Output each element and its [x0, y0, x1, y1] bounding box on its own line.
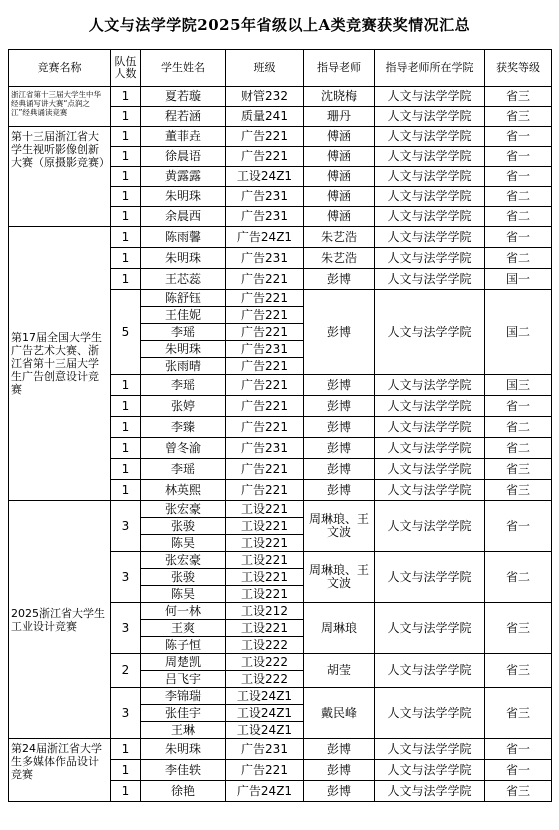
advisor: 彭博: [304, 739, 375, 760]
advisor: 彭博: [304, 480, 375, 501]
student-name-line: 周楚凯: [164, 655, 201, 669]
student-name: [141, 603, 226, 654]
award-level: 省一: [485, 127, 552, 147]
team-size: 5: [111, 290, 141, 375]
header-cell: 指导老师所在学院: [375, 50, 485, 87]
advisor: 胡莹: [304, 654, 375, 688]
team-size: 1: [111, 417, 141, 438]
advisor-college: 人文与法学学院: [375, 781, 485, 802]
class-name: 工设24Z1: [226, 167, 304, 187]
advisor-college: 人文与法学学院: [375, 127, 485, 147]
team-size: 1: [111, 375, 141, 396]
award-level: 省二: [485, 187, 552, 207]
class-name-line: 工设222: [241, 655, 288, 669]
advisor-college: 人文与法学学院: [375, 603, 485, 654]
advisor-college: 人文与法学学院: [375, 147, 485, 167]
class-name-line: 工设221: [226, 585, 303, 602]
student-name: 余晨西: [141, 207, 226, 227]
team-size: 1: [111, 147, 141, 167]
student-name: 李瑶: [141, 459, 226, 480]
competition-name: 2025浙江省大学生工业设计竞赛: [9, 501, 111, 739]
team-size: 1: [111, 480, 141, 501]
class-name-line: 工设222: [226, 670, 303, 687]
advisor: 傅涵: [304, 207, 375, 227]
student-name-line: 何一林: [164, 604, 201, 618]
class-name: 广告221: [226, 127, 304, 147]
advisor-college: 人文与法学学院: [375, 438, 485, 459]
team-size: 3: [111, 552, 141, 603]
student-name-line: 张宏豪: [164, 553, 201, 567]
student-name: 曾冬渝: [141, 438, 226, 459]
award-level: 国二: [485, 290, 552, 375]
award-level: 省一: [485, 227, 552, 248]
class-name: [226, 688, 304, 739]
award-level: 省三: [485, 688, 552, 739]
award-level: 省一: [485, 739, 552, 760]
team-size: 3: [111, 501, 141, 552]
advisor: 彭博: [304, 417, 375, 438]
team-size: 1: [111, 127, 141, 147]
team-size: 1: [111, 187, 141, 207]
header-cell: 指导老师: [304, 50, 375, 87]
advisor: 彭博: [304, 375, 375, 396]
team-size: 1: [111, 167, 141, 187]
student-name-line: 陈昊: [141, 534, 225, 551]
student-name: 徐艳: [141, 781, 226, 802]
class-name: 广告221: [226, 417, 304, 438]
student-name: 王芯蕊: [141, 269, 226, 290]
award-level: 省二: [485, 417, 552, 438]
student-name-line: 张佳宇: [141, 704, 225, 721]
class-name: 广告231: [226, 739, 304, 760]
table-row: [9, 227, 552, 248]
advisor: 戴民峰: [304, 688, 375, 739]
student-name-line: 张骏: [141, 517, 225, 534]
class-name: 广告231: [226, 438, 304, 459]
student-name: [141, 688, 226, 739]
advisor-college: 人文与法学学院: [375, 187, 485, 207]
student-name-line: 王佳妮: [141, 306, 225, 323]
student-name: 张婷: [141, 396, 226, 417]
award-level: 国三: [485, 375, 552, 396]
advisor-college: 人文与法学学院: [375, 396, 485, 417]
award-level: 省三: [485, 480, 552, 501]
advisor-college: 人文与法学学院: [375, 552, 485, 603]
class-name-line: 工设221: [226, 619, 303, 636]
class-name-line: 工设221: [226, 517, 303, 534]
team-size: 1: [111, 739, 141, 760]
award-level: 省三: [485, 654, 552, 688]
team-size: 1: [111, 87, 141, 107]
advisor-college: 人文与法学学院: [375, 739, 485, 760]
student-name: 陈雨馨: [141, 227, 226, 248]
advisor: 彭博: [304, 781, 375, 802]
table-row: [9, 739, 552, 760]
competition-name: 第17届全国大学生广告艺术大赛、浙江省第十三届大学生广告创意设计竞赛: [9, 227, 111, 501]
award-level: 省二: [485, 207, 552, 227]
header-cell: 竞赛名称: [9, 50, 111, 87]
advisor: 朱艺浩: [304, 248, 375, 269]
student-name: [141, 654, 226, 688]
student-name: 徐晨语: [141, 147, 226, 167]
student-name-line: 陈子恒: [141, 636, 225, 653]
award-level: 省一: [485, 760, 552, 781]
student-name: [141, 501, 226, 552]
student-name-line: 张雨晴: [141, 357, 225, 374]
student-name-line: 张宏豪: [164, 502, 201, 516]
advisor-college: 人文与法学学院: [375, 375, 485, 396]
table-row: [9, 87, 552, 107]
award-table: [8, 49, 552, 802]
award-level: 省一: [485, 501, 552, 552]
student-name: 董菲垚: [141, 127, 226, 147]
student-name: 程若涵: [141, 107, 226, 127]
header-cell: 班级: [226, 50, 304, 87]
header-row: [9, 50, 552, 87]
advisor-college: 人文与法学学院: [375, 107, 485, 127]
class-name: 广告231: [226, 207, 304, 227]
team-size: 1: [111, 269, 141, 290]
advisor-college: 人文与法学学院: [375, 480, 485, 501]
team-size: 3: [111, 603, 141, 654]
class-name-line: 工设221: [226, 568, 303, 585]
competition-name: 第十三届浙江省大学生视听影像创新大赛（原摄影竞赛）: [9, 127, 111, 227]
student-name-line: 吕飞宇: [141, 670, 225, 687]
class-name-line: 工设221: [226, 534, 303, 551]
class-name: 广告24Z1: [226, 227, 304, 248]
advisor: 彭博: [304, 396, 375, 417]
student-name: 林英熙: [141, 480, 226, 501]
class-name-line: 广告221: [241, 291, 288, 305]
advisor-college: 人文与法学学院: [375, 654, 485, 688]
team-size: 1: [111, 438, 141, 459]
class-name-line: 工设212: [241, 604, 288, 618]
class-name-line: 工设221: [241, 553, 288, 567]
advisor: 彭博: [304, 760, 375, 781]
header-cell: 学生姓名: [141, 50, 226, 87]
advisor-college: 人文与法学学院: [375, 167, 485, 187]
student-name: [141, 552, 226, 603]
table-row: [9, 501, 552, 552]
award-level: 省二: [485, 248, 552, 269]
class-name: 广告221: [226, 760, 304, 781]
team-size: 1: [111, 107, 141, 127]
student-name: 朱明珠: [141, 248, 226, 269]
advisor-college: 人文与法学学院: [375, 459, 485, 480]
class-name-line: 广告221: [226, 306, 303, 323]
class-name: 广告221: [226, 459, 304, 480]
advisor: 彭博: [304, 438, 375, 459]
table-row: [9, 127, 552, 147]
award-level: 省一: [485, 167, 552, 187]
advisor-college: 人文与法学学院: [375, 501, 485, 552]
award-level: 省一: [485, 396, 552, 417]
award-level: 省三: [485, 87, 552, 107]
header-cell: 队伍人数: [111, 50, 141, 87]
award-level: 国一: [485, 269, 552, 290]
advisor: 彭博: [304, 290, 375, 375]
advisor: 珊丹: [304, 107, 375, 127]
advisor: 周琳琅: [304, 603, 375, 654]
student-name-line: 陈昊: [141, 585, 225, 602]
class-name: 广告221: [226, 147, 304, 167]
competition-name: 第24届浙江省大学生多媒体作品设计竞赛: [9, 739, 111, 802]
class-name-line: 广告221: [226, 323, 303, 340]
student-name-line: 李锦瑞: [164, 689, 201, 703]
student-name: 黄露露: [141, 167, 226, 187]
class-name-line: 工设222: [226, 636, 303, 653]
class-name: [226, 501, 304, 552]
student-name: 李瑶: [141, 375, 226, 396]
team-size: 1: [111, 207, 141, 227]
award-level: 省三: [485, 107, 552, 127]
team-size: 1: [111, 459, 141, 480]
student-name-line: 王琳: [141, 721, 225, 738]
award-level: 省三: [485, 603, 552, 654]
competition-name: 浙江省第十三届大学生中华经典诵写讲大赛“点润之江”经典诵读竞赛: [9, 87, 111, 127]
advisor: 彭博: [304, 459, 375, 480]
class-name: 广告221: [226, 375, 304, 396]
class-name-line: 工设24Z1: [236, 689, 293, 703]
class-name: 广告24Z1: [226, 781, 304, 802]
student-name: 朱明珠: [141, 739, 226, 760]
team-size: 1: [111, 760, 141, 781]
class-name-line: 工设24Z1: [226, 704, 303, 721]
advisor-college: 人文与法学学院: [375, 269, 485, 290]
advisor-college: 人文与法学学院: [375, 290, 485, 375]
student-name-line: 张骏: [141, 568, 225, 585]
team-size: 1: [111, 396, 141, 417]
team-size: 1: [111, 227, 141, 248]
class-name: [226, 290, 304, 375]
advisor: 朱艺浩: [304, 227, 375, 248]
award-level: 省一: [485, 147, 552, 167]
advisor: 彭博: [304, 269, 375, 290]
class-name: 广告231: [226, 187, 304, 207]
advisor-college: 人文与法学学院: [375, 688, 485, 739]
award-level: 省三: [485, 459, 552, 480]
advisor-college: 人文与法学学院: [375, 417, 485, 438]
advisor-college: 人文与法学学院: [375, 227, 485, 248]
advisor-college: 人文与法学学院: [375, 207, 485, 227]
class-name-line: 工设24Z1: [226, 721, 303, 738]
team-size: 1: [111, 248, 141, 269]
advisor: 周琳琅、王文波: [304, 501, 375, 552]
team-size: 2: [111, 654, 141, 688]
advisor: 傅涵: [304, 147, 375, 167]
student-name: [141, 290, 226, 375]
class-name: 广告221: [226, 396, 304, 417]
class-name: 广告221: [226, 269, 304, 290]
advisor: 沈晓梅: [304, 87, 375, 107]
team-size: 3: [111, 688, 141, 739]
student-name-line: 李瑶: [141, 323, 225, 340]
advisor: 傅涵: [304, 167, 375, 187]
advisor-college: 人文与法学学院: [375, 248, 485, 269]
team-size: 1: [111, 781, 141, 802]
advisor-college: 人文与法学学院: [375, 760, 485, 781]
class-name: [226, 654, 304, 688]
class-name: 广告221: [226, 480, 304, 501]
page-title: 人文与法学学院2025年省级以上A类竞赛获奖情况汇总: [88, 16, 471, 34]
student-name-line: 王爽: [141, 619, 225, 636]
award-level: 省二: [485, 438, 552, 459]
student-name: 李臻: [141, 417, 226, 438]
class-name: 财管232: [226, 87, 304, 107]
class-name-line: 广告221: [226, 357, 303, 374]
class-name: [226, 552, 304, 603]
advisor: 傅涵: [304, 187, 375, 207]
class-name: 质量241: [226, 107, 304, 127]
class-name-line: 工设221: [241, 502, 288, 516]
advisor: 周琳琅、王文波: [304, 552, 375, 603]
student-name: 李佳轶: [141, 760, 226, 781]
award-level: 省三: [485, 781, 552, 802]
class-name-line: 广告231: [226, 340, 303, 357]
student-name-line: 陈舒钰: [164, 291, 201, 305]
class-name: [226, 603, 304, 654]
student-name: 朱明珠: [141, 187, 226, 207]
advisor: 傅涵: [304, 127, 375, 147]
student-name-line: 朱明珠: [141, 340, 225, 357]
class-name: 广告231: [226, 248, 304, 269]
header-cell: 获奖等级: [485, 50, 552, 87]
award-level: 省二: [485, 552, 552, 603]
student-name: 夏若璇: [141, 87, 226, 107]
advisor-college: 人文与法学学院: [375, 87, 485, 107]
